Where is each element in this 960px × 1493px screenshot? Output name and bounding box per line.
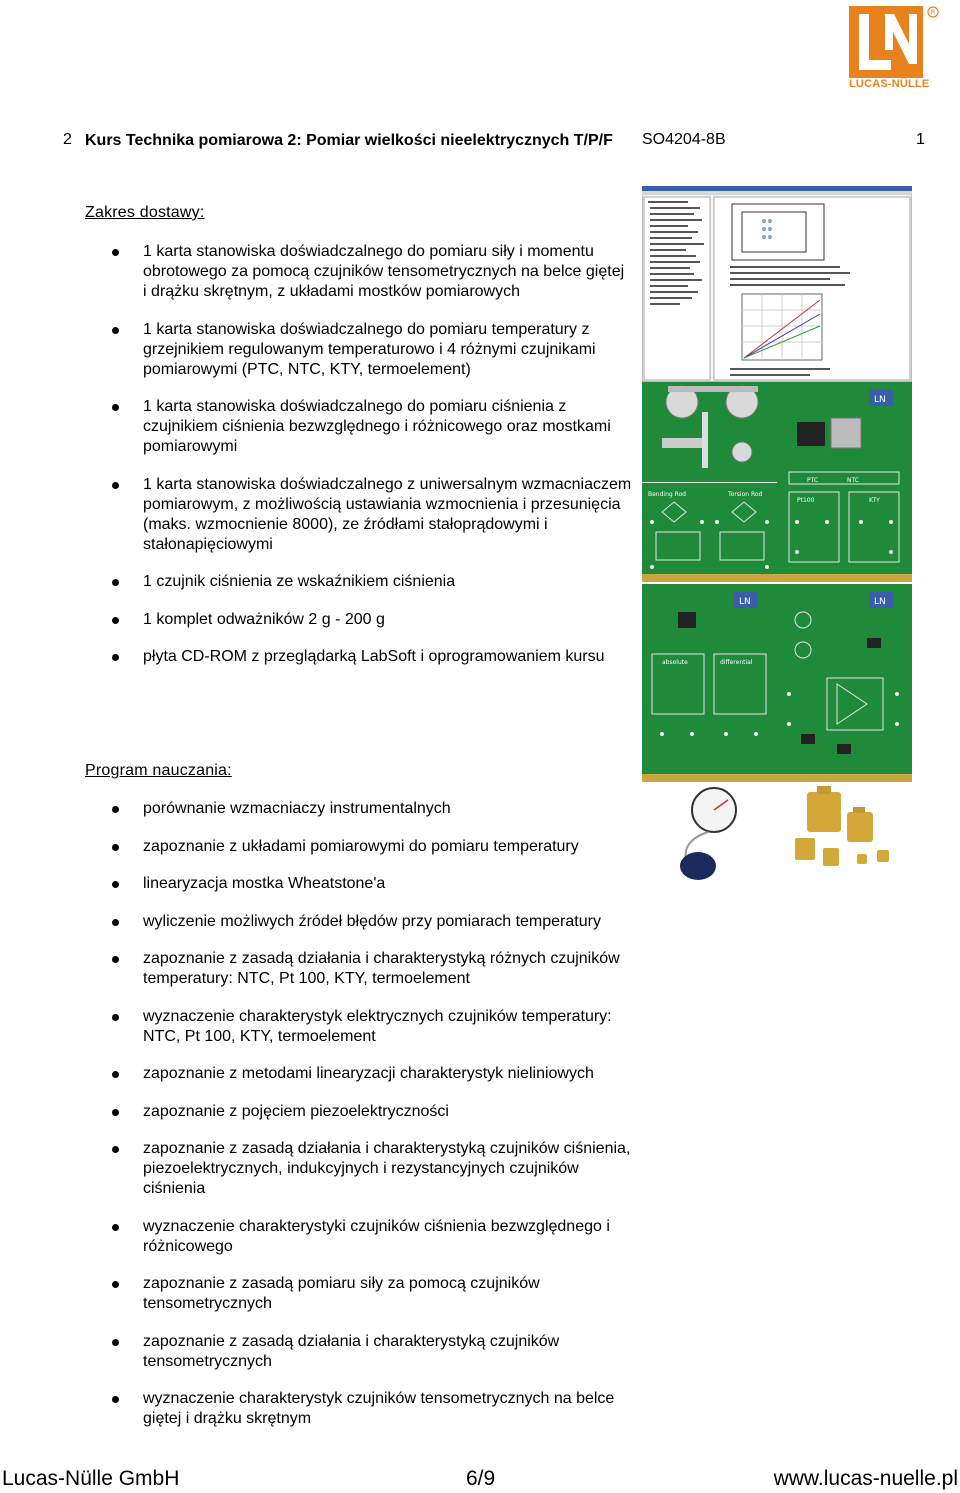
bullet-icon (112, 844, 119, 851)
labsoft-screenshot-image (642, 186, 912, 382)
bullet-icon (112, 249, 119, 256)
list-item: 1 karta stanowiska doświadczalnego do pomiaru siły i momentu obrotowego za pomocą czujników tensometrycznych na belce giętej i drążku skrętnym, z układami mostków pomiarowych (112, 242, 632, 302)
list-item: zapoznanie z zasadą pomiaru siły za pomocą czujników tensometrycznych (112, 1274, 632, 1314)
list-item: wyznaczenie charakterystyki czujników ciśnienia bezwzględnego i różnicowego (112, 1217, 632, 1257)
absolute-label: absolute (662, 659, 688, 666)
bullet-icon (112, 1109, 119, 1116)
list-item: porównanie wzmacniaczy instrumentalnych (112, 799, 632, 819)
course-number: 2 (63, 131, 72, 148)
svg-text:LN: LN (874, 597, 886, 607)
list-item: zapoznanie z metodami linearyzacji charakterystyk nieliniowych (112, 1064, 632, 1084)
bullet-icon (112, 1014, 119, 1021)
differential-label: differential (720, 659, 753, 666)
amplifier-board-image (777, 584, 912, 782)
list-item: 1 karta stanowiska doświadczalnego do pomiaru temperatury z grzejnikiem regulowanym temperaturowo i 4 różnymi czujnikami pomiarowymi (PTC, NTC, KTY, termoelement) (112, 320, 632, 380)
list-item: 1 karta stanowiska doświadczalnego do pomiaru ciśnienia z czujnikiem ciśnienia bezwzględnego i różnicowego oraz mostkami pomiarowymi (112, 397, 632, 457)
list-item: zapoznanie z zasadą działania i charakterystyką czujników ciśnienia, piezoelektrycznych, indukcyjnych i rezystancyjnych czujników ciśnienia (112, 1139, 632, 1199)
list-item: wyliczenie możliwych źródeł błędów przy pomiarach temperatury (112, 912, 632, 932)
svg-text:R: R (930, 8, 936, 17)
list-item: zapoznanie z zasadą działania i charakterystyką czujników tensometrycznych (112, 1332, 632, 1372)
list-item: linearyzacja mostka Wheatstone'a (112, 874, 632, 894)
bullet-icon (112, 404, 119, 411)
footer-url[interactable]: www.lucas-nuelle.pl (773, 1467, 958, 1490)
bending-rod-label: Bending Rod (648, 491, 686, 498)
bullet-icon (112, 956, 119, 963)
bullet-icon (112, 1281, 119, 1288)
delivery-heading: Zakres dostawy: (85, 204, 205, 221)
pressure-board-image (642, 584, 777, 782)
program-heading: Program nauczania: (85, 762, 232, 779)
bullet-icon (112, 482, 119, 489)
bullet-icon (112, 1224, 119, 1231)
logo-wordmark: LUCAS-NÜLLE (849, 78, 930, 90)
header-page-number: 1 (916, 131, 925, 148)
weight-set-image (777, 782, 912, 885)
course-code: SO4204-8B (642, 131, 726, 148)
ptc-label: PTC (807, 477, 819, 484)
bullet-icon (112, 1396, 119, 1403)
ntc-label: NTC (847, 477, 859, 484)
svg-text:LN: LN (739, 597, 751, 607)
bullet-icon (112, 654, 119, 661)
temperature-board-image (777, 382, 912, 582)
list-item: 1 karta stanowiska doświadczalnego z uniwersalnym wzmacniaczem pomiarowym, z możliwością ustawiania wzmocnienia i przesunięcia (maks. wzmocnienie 8000), ze źródłami stałoprądowymi i stałonapięciowymi (112, 475, 632, 555)
bullet-icon (112, 1071, 119, 1078)
list-item: 1 czujnik ciśnienia ze wskaźnikiem ciśnienia (112, 572, 632, 592)
torsion-rod-label: Torsion Rod (728, 491, 763, 498)
footer-company: Lucas-Nülle GmbH (2, 1467, 180, 1490)
course-title: Kurs Technika pomiarowa 2: Pomiar wielkości nieelektrycznych T/P/F (85, 132, 613, 149)
list-item: płyta CD-ROM z przeglądarką LabSoft i oprogramowaniem kursu (112, 647, 632, 667)
list-item: wyznaczenie charakterystyk elektrycznych czujników temperatury: NTC, Pt 100, KTY, termoelement (112, 1007, 632, 1047)
svg-text:LN: LN (874, 395, 886, 405)
bullet-icon (112, 327, 119, 334)
list-item: zapoznanie z pojęciem piezoelektryczności (112, 1102, 632, 1122)
list-item: zapoznanie z układami pomiarowymi do pomiaru temperatury (112, 837, 632, 857)
bullet-icon (112, 579, 119, 586)
delivery-list (112, 242, 632, 685)
list-item: 1 komplet odważników 2 g - 200 g (112, 610, 632, 630)
bullet-icon (112, 617, 119, 624)
bullet-icon (112, 1339, 119, 1346)
list-item: zapoznanie z zasadą działania i charakterystyką różnych czujników temperatury: NTC, Pt 100, KTY, termoelement (112, 949, 632, 989)
bullet-icon (112, 919, 119, 926)
footer-page-number: 6/9 (466, 1467, 496, 1490)
bullet-icon (112, 881, 119, 888)
pressure-gauge-image (668, 782, 776, 885)
kty-label: KTY (869, 497, 880, 504)
bullet-icon (112, 1146, 119, 1153)
bullet-icon (112, 806, 119, 813)
pt100-label: Pt100 (797, 497, 815, 504)
list-item: wyznaczenie charakterystyk czujników tensometrycznych na belce giętej i drążku skrętnym (112, 1389, 632, 1429)
program-list (112, 799, 632, 1447)
force-torque-board-image (642, 382, 777, 582)
